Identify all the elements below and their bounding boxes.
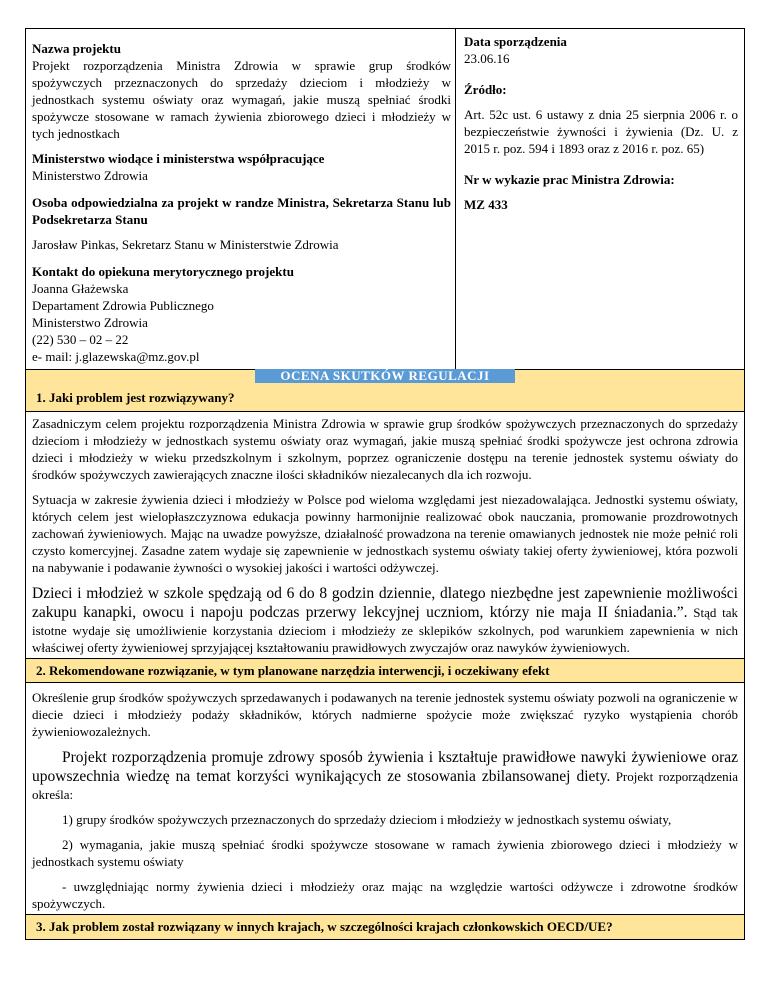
contact-name: Joanna Głażewska: [32, 281, 129, 296]
project-name-text: Projekt rozporządzenia Ministra Zdrowia w sprawie grup środków spożywczych przeznaczonych do sprzedaży dzieciom i młodzieży w jednostkach systemu oświaty oraz wymagań, jakie muszą spełniać środki spożywcze stosowane w ramach żywienia zbiorowego dzieci i młodzieży w tych jednostkach: [32, 58, 451, 141]
ministry-label: Ministerstwo wiodące i ministerstwa współpracujące: [32, 151, 325, 166]
section-2-item-2: 2) wymagania, jakie muszą spełniać środki spożywcze stosowane w ramach żywienia zbiorowego dzieci i młodzieży w jednostkach systemu oświaty: [32, 837, 738, 869]
project-meta: [456, 29, 744, 369]
section-1-paragraph-3: [32, 584, 738, 656]
section-1-paragraph-3-rest: Stąd tak istotne wydaje się umożliwienie korzystania dzieciom i młodzieży ze sklepików szkolnych, pod warunkiem zapewnienia w nich właściwej oferty żywieniowej sprzyjającej kształtowaniu prawidłowych zwyczajów oraz nawyków żywieniowych.: [32, 605, 738, 655]
contact-department: Departament Zdrowia Publicznego: [32, 298, 214, 313]
section-2-paragraph-1: Określenie grup środków spożywczych sprzedawanych i podawanych na terenie jednostek systemu oświaty pozwoli na ograniczenie w diecie dzieci i młodzieży podaży składników, których nadmierne spożycie może zwiększać ryzyko wystąpienia chorób żywieniowozależnych.: [32, 690, 738, 739]
section-2-paragraph-2: [32, 748, 738, 803]
date-value: 23.06.16: [464, 51, 510, 66]
ministry-block: [32, 150, 451, 184]
work-list-block: [464, 171, 738, 213]
regulation-impact-form: [25, 28, 745, 940]
section-2-paragraph-2-lead: Projekt rozporządzenia promuje zdrowy sposób żywienia i kształtuje prawidłowe nawyki żywieniowe oraz upowszechnia wiedzę na temat korzyści wynikających ze stosowania zbilansowanej diety.: [32, 749, 738, 785]
ministry-text: Ministerstwo Zdrowia: [32, 168, 148, 183]
section-2-item-1: 1) grupy środków spożywczych przeznaczonych do sprzedaży dzieciom i młodzieży w jednostkach systemu oświaty,: [62, 812, 672, 827]
project-header: [26, 29, 744, 370]
date-label: Data sporządzenia: [464, 34, 567, 49]
responsible-person-text: Jarosław Pinkas, Sekretarz Stanu w Ministerstwie Zdrowia: [32, 237, 339, 252]
contact-phone: (22) 530 – 02 – 22: [32, 332, 129, 347]
project-name-label: Nazwa projektu: [32, 41, 121, 56]
contact-label: Kontakt do opiekuna merytorycznego projektu: [32, 264, 294, 279]
question-2-heading: 2. Rekomendowane rozwiązanie, w tym planowane narzędzia interwencji, i oczekiwany efekt: [26, 659, 744, 683]
contact-email: e- mail: j.glazewska@mz.gov.pl: [32, 349, 200, 364]
section-2-content: [26, 683, 744, 915]
responsible-person-label: Osoba odpowiedzialna za projekt w randze Ministra, Sekretarza Stanu lub Podsekretarza Stanu: [32, 195, 451, 227]
source-block: [464, 81, 738, 157]
assessment-title: OCENA SKUTKÓW REGULACJI: [255, 369, 515, 383]
responsible-person-block: [32, 194, 451, 253]
work-list-value: MZ 433: [464, 197, 508, 212]
section-2-paragraph-2-rest: Projekt rozporządzenia określa:: [32, 769, 738, 802]
source-label: Źródło:: [464, 82, 507, 97]
contact-ministry: Ministerstwo Zdrowia: [32, 315, 148, 330]
work-list-label: Nr w wykazie prac Ministra Zdrowia:: [464, 172, 675, 187]
date-block: [464, 33, 738, 67]
assessment-banner: [26, 370, 744, 412]
question-3-heading: 3. Jak problem został rozwiązany w innych krajach, w szczególności krajach członkowskich OECD/UE?: [26, 915, 744, 939]
contact-block: [32, 263, 451, 365]
project-name-block: [32, 40, 451, 142]
project-info: [26, 29, 456, 369]
question-1-heading: 1. Jaki problem jest rozwiązywany?: [36, 390, 235, 405]
section-1-paragraph-3-lead: Dzieci i młodzież w szkole spędzają od 6 do 8 godzin dziennie, dlatego niezbędne jest zapewnienie możliwości zakupu kanapki, owocu i napoju podczas przerwy lekcyjnej uczniom, którzy nie maja II śniadania.”.: [32, 585, 738, 621]
section-1-paragraph-1: Zasadniczym celem projektu rozporządzenia Ministra Zdrowia w sprawie grup środków spożywczych przeznaczonych do sprzedaży dzieciom i młodzieży w jednostkach systemu oświaty oraz wymagań, jakie muszą spełniać środki spożywcze jest ochrona zdrowia dzieci i młodzieży w wieku przedszkolnym i szkolnym, poprzez ograniczenie dostępu na terenie jednostek systemu oświaty do środków spożywczych zawierających znaczne ilości składników niezalecanych dla ich rozwoju.: [32, 416, 738, 482]
source-text: Art. 52c ust. 6 ustawy z dnia 25 sierpnia 2006 r. o bezpieczeństwie żywności i żywienia (Dz. U. z 2015 r. poz. 594 i 1893 oraz z 2016 r. poz. 65): [464, 107, 738, 156]
section-1-content: [26, 412, 744, 659]
section-1-paragraph-2: Sytuacja w zakresie żywienia dzieci i młodzieży w Polsce pod wieloma względami jest niezadowalająca. Jednostki systemu oświaty, których celem jest wielopłaszczyznowa edukacja powinny harmonijnie realizować obok nauczania, promowanie prozdrowotnych zachowań żywieniowych. Mając na uwadze powyższe, działalność prowadzona na terenie omawianych jednostek nie może pełnić roli czysto komercyjnej. Zasadne zatem wydaje się zapewnienie w jednostkach systemu oświaty takiej oferty żywieniowej, która pozwoli na nabywanie i podawanie żywności o wysokiej jakości i wartości odżywczej.: [32, 492, 738, 575]
section-2-item-3: - uwzględniając normy żywienia dzieci i młodzieży oraz mając na względzie wartości odżywcze i zdrowotne środków spożywczych.: [32, 879, 738, 911]
